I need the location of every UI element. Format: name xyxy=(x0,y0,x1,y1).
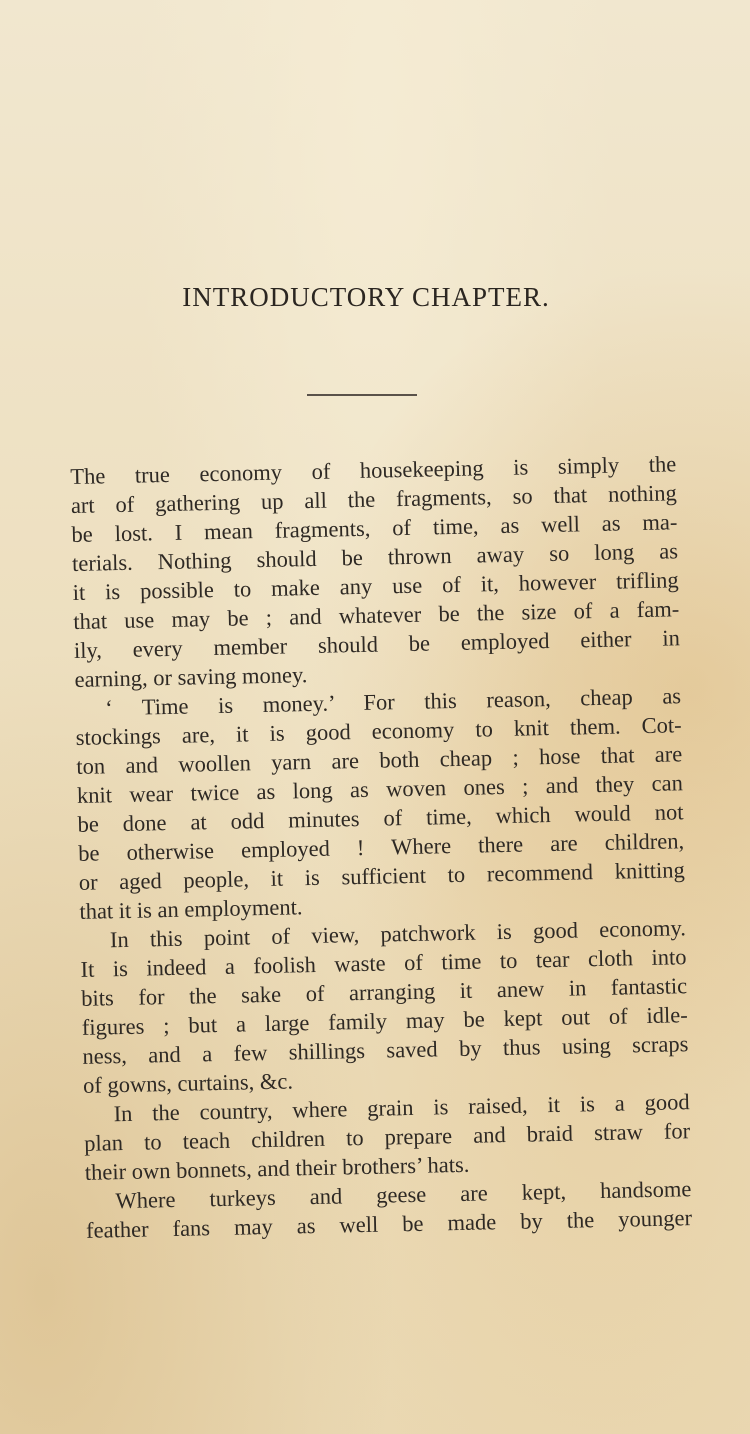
text-line: art of gathering up all the fragments, so that nothing xyxy=(70,480,678,518)
text-line: figures ; but a large family may be kept out of idle- xyxy=(81,1002,688,1040)
text-line: be done at odd minutes of time, which would not xyxy=(77,799,684,837)
text-line: of gowns, curtains, &c. xyxy=(82,1068,294,1098)
chapter-title: INTRODUCTORY CHAPTER. xyxy=(182,282,550,312)
text-line: or aged people, it is sufficient to recommend knitting xyxy=(78,857,685,895)
text-line: stockings are, it is good economy to knit them. Cot- xyxy=(75,712,682,750)
text-line: their own bonnets, and their brothers’ hats. xyxy=(84,1151,470,1185)
text-line: ily, every member should be employed either in xyxy=(73,625,681,663)
text-line: It is indeed a foolish waste of time to tear cloth into xyxy=(80,944,687,982)
text-line: earning, or saving money. xyxy=(74,662,308,692)
text-line: bits for the sake of arranging it anew in fantastic xyxy=(80,973,688,1011)
body-text xyxy=(70,449,692,1245)
text-line: that use may be ; and whatever be the size of a fam- xyxy=(73,596,680,634)
text-line: ness, and a few shillings saved by thus using scraps xyxy=(82,1031,689,1069)
text-line: In the country, where grain is raised, it is a good xyxy=(113,1089,690,1127)
text-line: In this point of view, patchwork is good economy. xyxy=(109,915,687,953)
text-line: ‘ Time is money.’ For this reason, cheap as xyxy=(104,683,682,721)
text-line: terials. Nothing should be thrown away so long as xyxy=(71,538,679,576)
text-line: Where turkeys and geese are kept, handsome xyxy=(115,1176,692,1214)
text-line: that it is an employment. xyxy=(79,894,303,924)
text-line: knit wear twice as long as woven ones ; and they can xyxy=(76,770,684,808)
text-line: it is possible to make any use of it, however trifling xyxy=(72,567,679,605)
text-line: be otherwise employed ! Where there are children, xyxy=(77,828,685,866)
text-line: plan to teach children to prepare and braid straw for xyxy=(84,1118,691,1156)
text-line: ton and woollen yarn are both cheap ; hose that are xyxy=(76,741,683,779)
text-line: The true economy of housekeeping is simply the xyxy=(70,451,677,489)
text-line: feather fans may as well be made by the younger xyxy=(85,1205,693,1243)
text-line: be lost. I mean fragments, of time, as well as ma- xyxy=(71,509,678,547)
title-divider-rule xyxy=(307,394,417,396)
